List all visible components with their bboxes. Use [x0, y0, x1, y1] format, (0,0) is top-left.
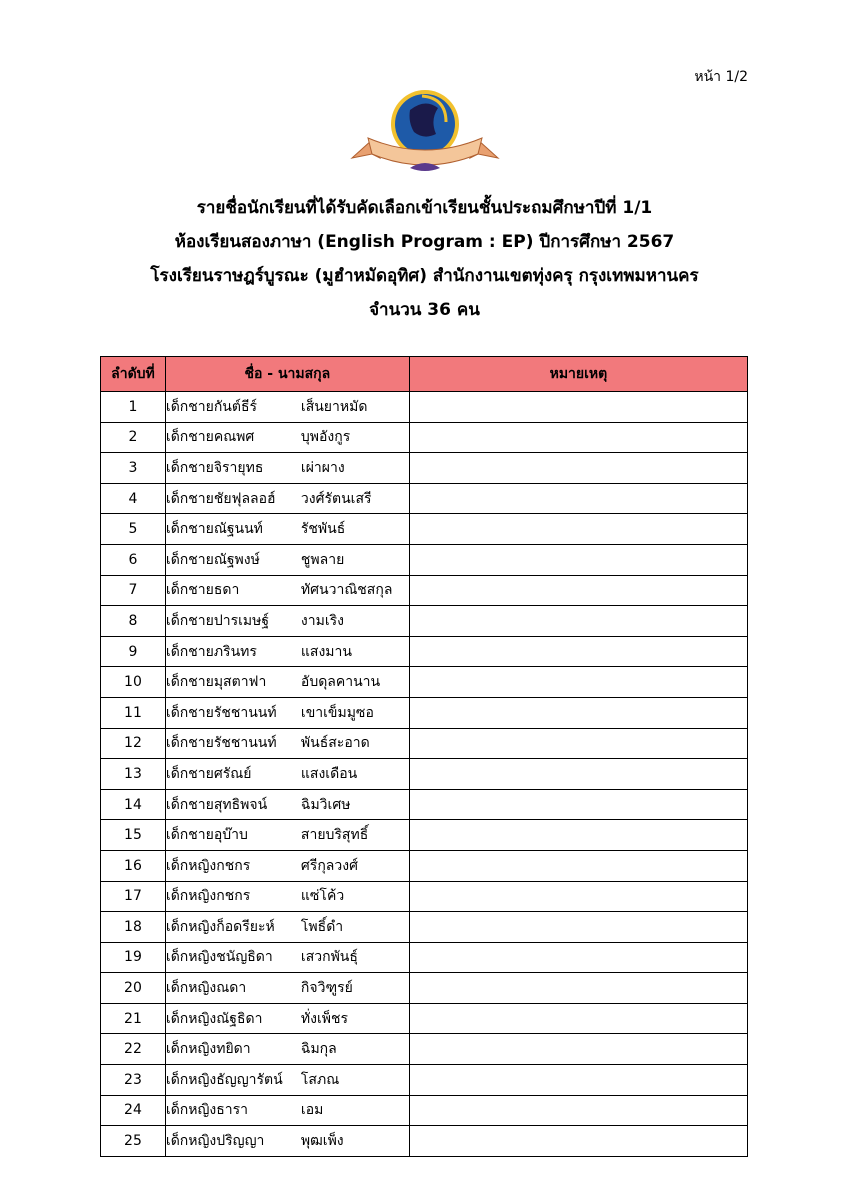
student-first-name: เด็กหญิงธัญญารัตน์ — [165, 1071, 283, 1088]
table-row — [101, 483, 748, 514]
student-first-name: เด็กหญิงณดา — [165, 980, 247, 997]
student-first-name: เด็กหญิงกชกร — [165, 857, 251, 874]
row-note — [409, 728, 747, 759]
table-row — [101, 1003, 748, 1034]
table-row — [101, 912, 748, 943]
row-number: 23 — [101, 1065, 166, 1096]
header-no: ลำดับที่ — [101, 357, 166, 392]
row-number: 4 — [101, 483, 166, 514]
student-last-name: บุพอังกูร — [300, 429, 351, 446]
student-first-name: เด็กชายศรัณย์ — [165, 765, 252, 782]
row-note — [409, 514, 747, 545]
row-note — [409, 636, 747, 667]
row-note — [409, 392, 747, 423]
table-row — [101, 1095, 748, 1126]
row-note — [409, 1034, 747, 1065]
student-last-name: ฉิมวิเศษ — [300, 796, 351, 813]
table-row — [101, 606, 748, 637]
student-first-name: เด็กชายสุทธิพจน์ — [165, 796, 268, 813]
row-note — [409, 544, 747, 575]
student-first-name: เด็กชายรัชชานนท์ — [165, 704, 277, 721]
row-note — [409, 453, 747, 484]
table-row — [101, 728, 748, 759]
title-line-3: โรงเรียนราษฎร์บูรณะ (มูฮำหมัดอุทิศ) สำนักงานเขตทุ่งครุ กรุงเทพมหานคร — [150, 266, 699, 286]
row-number: 7 — [101, 575, 166, 606]
table-row — [101, 575, 748, 606]
row-note — [409, 759, 747, 790]
student-name — [165, 667, 409, 698]
row-note — [409, 789, 747, 820]
student-name — [165, 544, 409, 575]
student-first-name: เด็กหญิงปริญญา — [165, 1133, 265, 1150]
table-row — [101, 942, 748, 973]
student-last-name: งามเริง — [300, 612, 344, 629]
student-roster-table — [100, 356, 748, 1157]
table-row — [101, 544, 748, 575]
row-number: 5 — [101, 514, 166, 545]
row-note — [409, 1126, 747, 1157]
student-name — [165, 697, 409, 728]
table-row — [101, 881, 748, 912]
student-last-name: ทั่งเพ็ชร — [300, 1010, 349, 1027]
student-name — [165, 1126, 409, 1157]
student-name — [165, 1095, 409, 1126]
student-name — [165, 850, 409, 881]
row-number: 14 — [101, 789, 166, 820]
student-name — [165, 1003, 409, 1034]
student-last-name: เอม — [300, 1102, 324, 1119]
row-number: 12 — [101, 728, 166, 759]
row-number: 11 — [101, 697, 166, 728]
student-name — [165, 514, 409, 545]
row-note — [409, 820, 747, 851]
row-note — [409, 422, 747, 453]
student-name — [165, 942, 409, 973]
student-last-name: กิจวิฑูรย์ — [300, 980, 353, 997]
table-row — [101, 973, 748, 1004]
row-note — [409, 881, 747, 912]
student-name — [165, 575, 409, 606]
row-note — [409, 606, 747, 637]
school-logo — [350, 88, 500, 174]
student-first-name: เด็กชายปารเมษฐ์ — [165, 612, 270, 629]
student-name — [165, 728, 409, 759]
student-last-name: เสวกพันธุ์ — [300, 949, 358, 966]
student-first-name: เด็กชายคณพศ — [165, 429, 255, 446]
row-note — [409, 667, 747, 698]
page-number: หน้า 1/2 — [694, 69, 748, 85]
table-row — [101, 759, 748, 790]
row-number: 25 — [101, 1126, 166, 1157]
student-last-name: พุฒเพ็ง — [300, 1133, 344, 1150]
table-row — [101, 1126, 748, 1157]
student-last-name: รัชพันธ์ — [300, 521, 346, 538]
student-first-name: เด็กหญิงณัฐธิดา — [165, 1010, 263, 1027]
table-row — [101, 1065, 748, 1096]
table-row — [101, 636, 748, 667]
row-number: 19 — [101, 942, 166, 973]
row-number: 20 — [101, 973, 166, 1004]
student-last-name: แสงเดือน — [300, 765, 358, 782]
student-last-name: เส็นยาหมัด — [300, 398, 368, 415]
student-name — [165, 973, 409, 1004]
student-first-name: เด็กหญิงก็อดรียะห์ — [165, 918, 275, 935]
row-number: 3 — [101, 453, 166, 484]
row-note — [409, 912, 747, 943]
row-number: 6 — [101, 544, 166, 575]
student-first-name: เด็กหญิงชนัญธิดา — [165, 949, 273, 966]
row-number: 17 — [101, 881, 166, 912]
student-first-name: เด็กชายชัยฟุลลอฮ์ — [165, 490, 276, 507]
row-number: 18 — [101, 912, 166, 943]
table-row — [101, 422, 748, 453]
row-number: 24 — [101, 1095, 166, 1126]
student-first-name: เด็กชายอุบ๊าบ — [165, 827, 248, 844]
row-number: 15 — [101, 820, 166, 851]
student-last-name: ทัศนวาณิชสกุล — [300, 582, 393, 599]
student-last-name: วงศ์รัตนเสรี — [300, 490, 372, 507]
title-line-1: รายชื่อนักเรียนที่ได้รับคัดเลือกเข้าเรียนชั้นประถมศึกษาปีที่ 1/1 — [196, 198, 653, 218]
student-name — [165, 789, 409, 820]
student-last-name: ฉิมกุล — [300, 1041, 337, 1058]
student-name — [165, 820, 409, 851]
student-name — [165, 422, 409, 453]
row-number: 9 — [101, 636, 166, 667]
table-row — [101, 697, 748, 728]
student-last-name: ชูพลาย — [300, 551, 345, 568]
student-last-name: แซ่โค้ว — [300, 888, 345, 905]
table-row — [101, 820, 748, 851]
row-note — [409, 1065, 747, 1096]
student-first-name: เด็กชายกันต์ธีร์ — [165, 398, 258, 415]
student-name — [165, 636, 409, 667]
row-note — [409, 1003, 747, 1034]
student-first-name: เด็กชายภรินทร — [165, 643, 257, 660]
student-first-name: เด็กหญิงทยิดา — [165, 1041, 251, 1058]
row-number: 8 — [101, 606, 166, 637]
student-last-name: แสงมาน — [300, 643, 352, 660]
table-row — [101, 667, 748, 698]
student-last-name: สายบริสุทธิ์ — [300, 827, 369, 844]
student-first-name: เด็กชายมุสตาฟา — [165, 674, 267, 691]
student-first-name: เด็กหญิงธารา — [165, 1102, 249, 1119]
student-last-name: พันธ์สะอาด — [300, 735, 370, 752]
title-block — [0, 191, 849, 327]
student-first-name: เด็กชายณัฐนนท์ — [165, 521, 263, 538]
row-note — [409, 973, 747, 1004]
student-name — [165, 759, 409, 790]
student-name — [165, 453, 409, 484]
student-last-name: ศรีกุลวงศ์ — [300, 857, 358, 874]
table-header-row — [101, 357, 748, 392]
student-last-name: เขาเข็มมูซอ — [300, 704, 374, 721]
row-note — [409, 575, 747, 606]
student-name — [165, 881, 409, 912]
row-number: 16 — [101, 850, 166, 881]
student-last-name: เผ่าผาง — [300, 459, 345, 476]
student-first-name: เด็กชายณัฐพงษ์ — [165, 551, 260, 568]
student-last-name: โพธิ์ดำ — [300, 918, 344, 935]
row-number: 1 — [101, 392, 166, 423]
table-row — [101, 789, 748, 820]
student-first-name: เด็กชายจิรายุทธ — [165, 459, 264, 476]
student-name — [165, 606, 409, 637]
title-line-2: ห้องเรียนสองภาษา (English Program : EP) ปีการศึกษา 2567 — [174, 232, 675, 252]
student-name — [165, 392, 409, 423]
row-note — [409, 942, 747, 973]
table-row — [101, 1034, 748, 1065]
table-row — [101, 850, 748, 881]
row-number: 10 — [101, 667, 166, 698]
row-number: 21 — [101, 1003, 166, 1034]
row-number: 22 — [101, 1034, 166, 1065]
row-number: 2 — [101, 422, 166, 453]
table-row — [101, 453, 748, 484]
student-name — [165, 912, 409, 943]
student-last-name: โสภณ — [300, 1071, 340, 1088]
student-first-name: เด็กชายรัชชานนท์ — [165, 735, 277, 752]
row-note — [409, 697, 747, 728]
table-row — [101, 392, 748, 423]
row-note — [409, 850, 747, 881]
student-first-name: เด็กหญิงกชกร — [165, 888, 251, 905]
student-name — [165, 483, 409, 514]
row-note — [409, 1095, 747, 1126]
student-name — [165, 1065, 409, 1096]
student-last-name: อับดุลคานาน — [300, 674, 381, 691]
table-row — [101, 514, 748, 545]
student-name — [165, 1034, 409, 1065]
row-number: 13 — [101, 759, 166, 790]
header-note: หมายเหตุ — [409, 357, 747, 392]
header-name: ชื่อ - นามสกุล — [165, 357, 409, 392]
title-line-4: จำนวน 36 คน — [369, 300, 480, 320]
student-first-name: เด็กชายธดา — [165, 582, 240, 599]
row-note — [409, 483, 747, 514]
